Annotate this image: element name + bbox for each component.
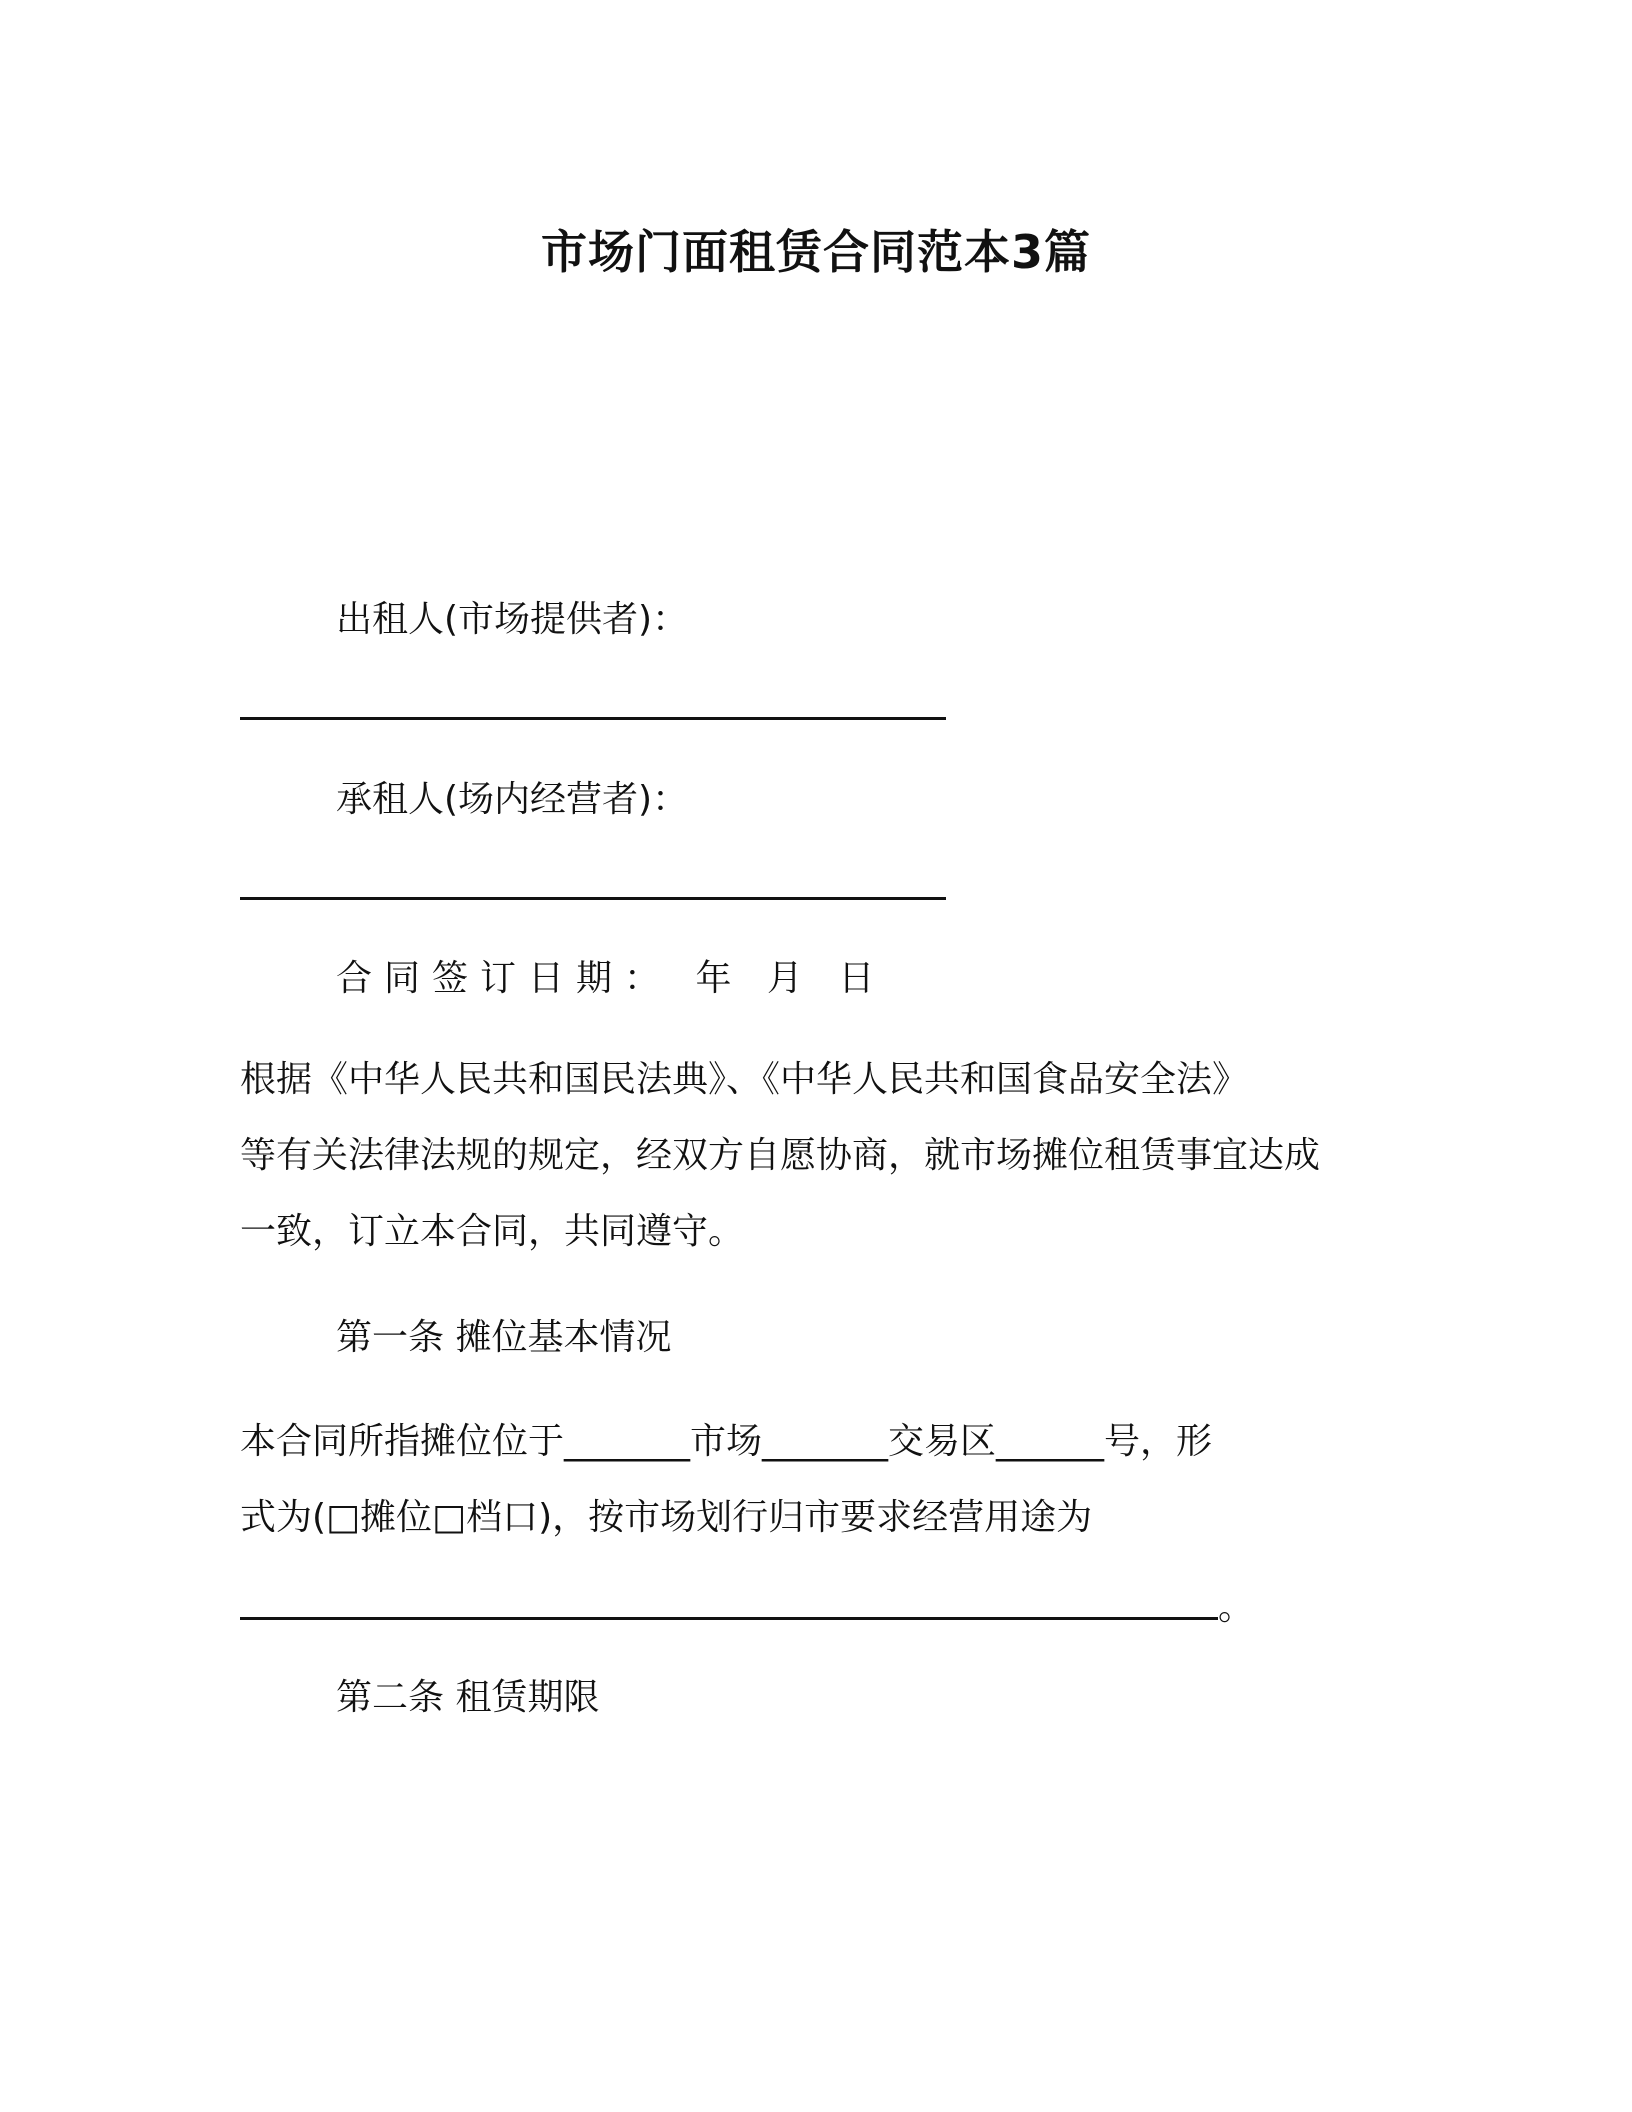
lessee-blank-line xyxy=(240,897,946,900)
article-1-heading: 第一条 摊位基本情况 xyxy=(336,1317,672,1358)
article-1-line-1: 本合同所指摊位位于_______市场_______交易区______号，形 xyxy=(240,1421,1213,1462)
lessee-label: 承租人(场内经营者)： xyxy=(336,779,689,820)
article-2-heading: 第二条 租赁期限 xyxy=(336,1677,600,1718)
document-title: 市场门面租赁合同范本3篇 xyxy=(540,225,1091,279)
lessor-label: 出租人(市场提供者)： xyxy=(336,599,689,640)
lessor-blank-line xyxy=(240,717,946,720)
preamble-line-1: 根据《中华人民共和国民法典》、《中华人民共和国食品安全法》 xyxy=(240,1059,1249,1100)
article-1-line-2: 式为(□摊位□档口)，按市场划行归市要求经营用途为 xyxy=(240,1497,1093,1538)
preamble-line-3: 一致，订立本合同，共同遵守。 xyxy=(240,1211,745,1252)
preamble-line-2: 等有关法律法规的规定，经双方自愿协商，就市场摊位租赁事宜达成 xyxy=(240,1135,1321,1176)
article-1-line-3: 。 xyxy=(1218,1587,1255,1628)
sign-date: 合同签订日期： 年 月 日 xyxy=(336,958,887,999)
usage-blank-line xyxy=(240,1617,1218,1620)
